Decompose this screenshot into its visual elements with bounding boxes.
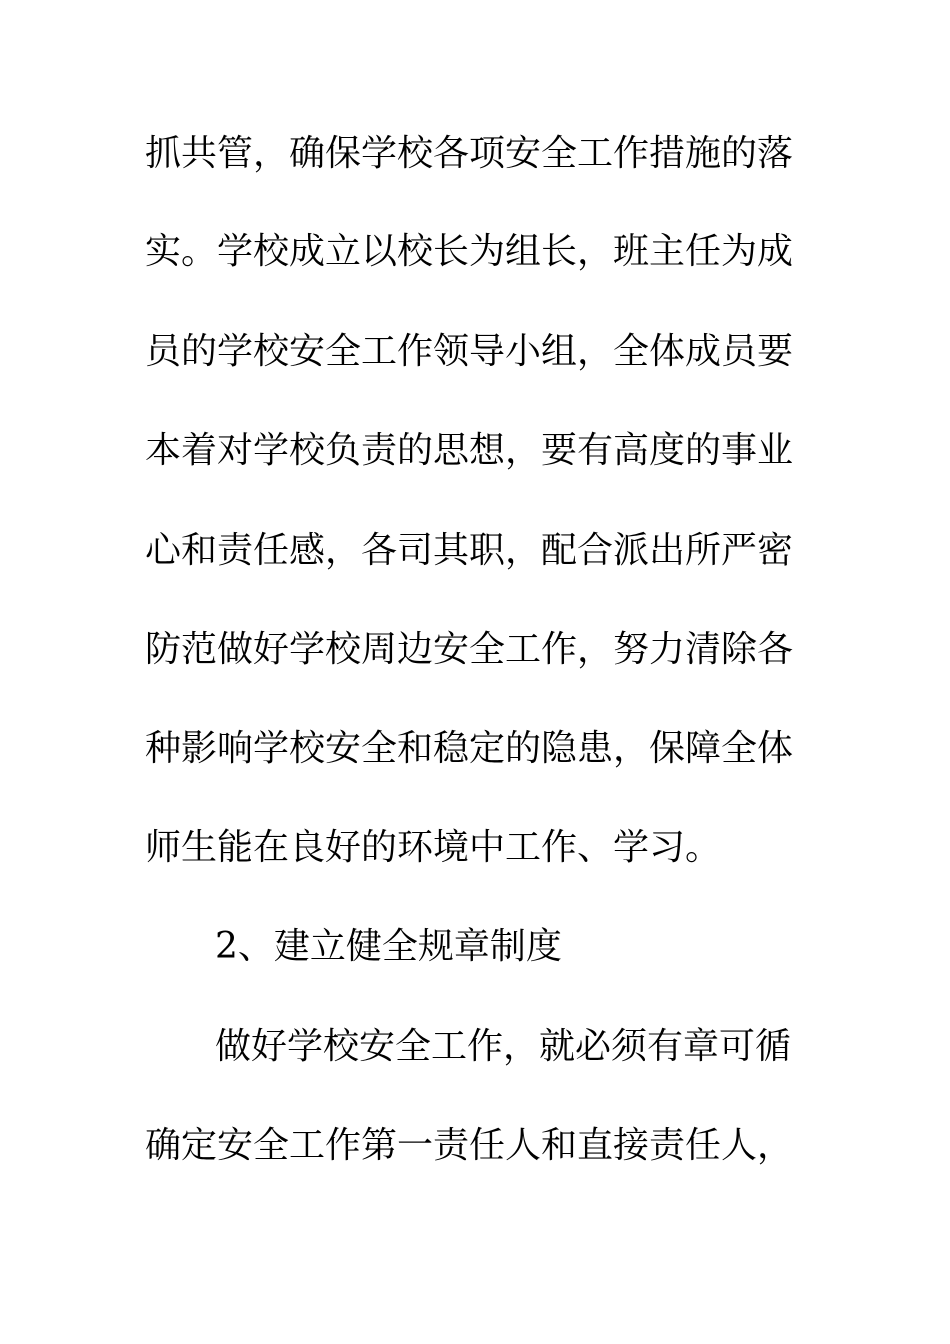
paragraph-line: 实。学校成立以校长为组长，班主任为成 xyxy=(145,231,794,272)
paragraph-line: 抓共管，确保学校各项安全工作措施的落 xyxy=(145,133,794,174)
paragraph-line: 种影响学校安全和稳定的隐患，保障全体 xyxy=(145,728,794,769)
section-heading: 2、建立健全规章制度 xyxy=(215,926,562,967)
paragraph-line: 确定安全工作第一责任人和直接责任人， xyxy=(145,1125,794,1166)
paragraph-line: 防范做好学校周边安全工作，努力清除各 xyxy=(145,629,794,670)
paragraph-line: 心和责任感，各司其职，配合派出所严密 xyxy=(145,530,794,571)
paragraph-line: 本着对学校负责的思想，要有高度的事业 xyxy=(145,430,794,471)
paragraph-line: 师生能在良好的环境中工作、学习。 xyxy=(145,827,722,868)
paragraph-line: 做好学校安全工作，就必须有章可循 xyxy=(215,1026,792,1067)
paragraph-line: 员的学校安全工作领导小组，全体成员要 xyxy=(145,331,794,372)
